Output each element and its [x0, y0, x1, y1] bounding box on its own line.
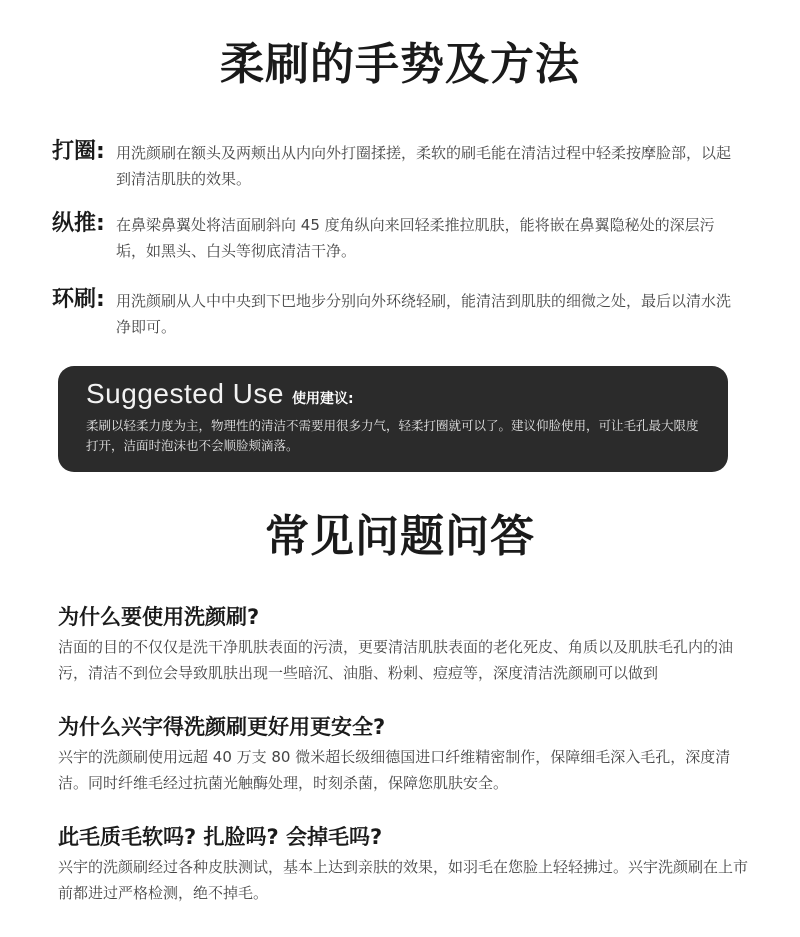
suggested-use-text: 柔刷以轻柔力度为主，物理性的清洁不需要用很多力气，轻柔打圈就可以了。建议仰脸使用，可让毛孔最大限度打开，洁面时泡沫也不会顺脸颊滴落。: [86, 418, 699, 453]
faq-question: 为什么要使用洗颜刷?: [58, 605, 260, 629]
method-label: 打圈:: [52, 139, 105, 164]
method-text: 用洗颜刷从人中中央到下巴地步分别向外环绕轻刷，能清洁到肌肤的细微之处，最后以清水洗净即可。: [116, 292, 732, 336]
suggested-use-box: [58, 366, 728, 472]
suggested-use-title-cn: 使用建议:: [291, 391, 354, 407]
faq-answer: 洁面的目的不仅仅是洗干净肌肤表面的污渍，更要清洁肌肤表面的老化死皮、角质以及肌肤毛孔内的油污，清洁不到位会导致肌肤出现一些暗沉、油脂、粉刺、痘痘等，深度清洁洗颜刷可以做到: [58, 638, 734, 682]
method-push: [52, 210, 752, 264]
method-ring: [52, 286, 752, 340]
faq-item: [58, 822, 748, 906]
methods-title: 柔刷的手势及方法: [220, 39, 580, 90]
method-text: 在鼻梁鼻翼处将洁面刷斜向 45 度角纵向来回轻柔推拉肌肤，能将嵌在鼻翼隐秘处的深层污垢，如黑头、白头等彻底清洁干净。: [116, 216, 715, 260]
faq-answer: 兴宇的洗颜刷使用远超 40 万支 80 微米超长级细德国进口纤维精密制作，保障细毛深入毛孔，深度清洁。同时纤维毛经过抗菌光触酶处理，时刻杀菌，保障您肌肤安全。: [58, 748, 731, 792]
method-text: 用洗颜刷在额头及两颊出从内向外打圈揉搓，柔软的刷毛能在清洁过程中轻柔按摩脸部，以起到清洁肌肤的效果。: [116, 144, 732, 188]
faq-item: [58, 602, 748, 686]
faq-question: 为什么兴宇得洗颜刷更好用更安全?: [58, 715, 386, 739]
faq-question: 此毛质毛软吗? 扎脸吗? 会掉毛吗?: [58, 825, 383, 849]
method-circle: [52, 138, 752, 192]
faq-item: [58, 712, 748, 796]
method-label: 纵推:: [52, 211, 105, 236]
suggested-use-header: [86, 378, 700, 410]
faq-title: 常见问题问答: [265, 511, 535, 562]
method-label: 环刷:: [52, 287, 105, 312]
suggested-use-title-en: Suggested Use: [86, 378, 284, 409]
faq-answer: 兴宇的洗颜刷经过各种皮肤测试，基本上达到亲肤的效果，如羽毛在您脸上轻轻拂过。兴宇洗颜刷在上市前都进过严格检测，绝不掉毛。: [58, 858, 749, 902]
